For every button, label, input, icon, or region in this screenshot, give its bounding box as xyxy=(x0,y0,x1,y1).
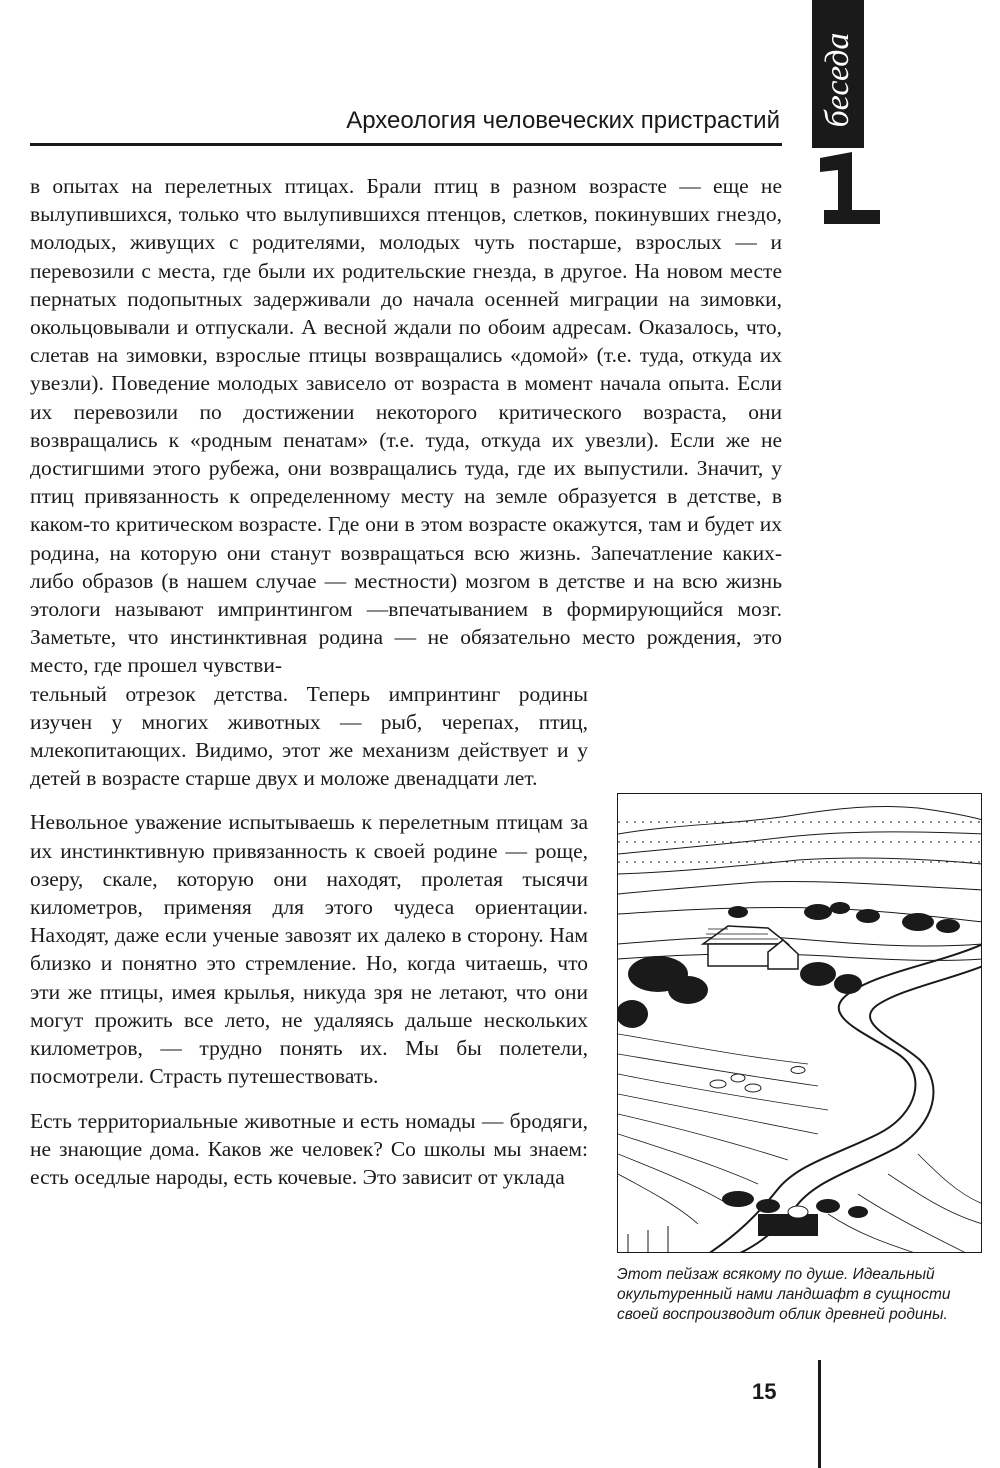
page-number: 15 xyxy=(752,1379,777,1404)
paragraph-1-narrow: тельный отрезок детства. Теперь импринтинг родины изучен у многих животных — рыб, черепах, птиц, млекопитающих. Видимо, этот же механизм действует и у детей в возрасте старше двух и моложе двенадцати лет. xyxy=(30,681,588,791)
page-number-rule xyxy=(818,1360,821,1468)
header-rule xyxy=(30,143,782,146)
paragraph-1-wide: в опытах на перелетных птицах. Брали птиц в разном возрасте — еще не вылупившихся, только что вылупившихся птенцов, слетков, покинувших гнездо, молодых, живущих с родителями, молодых чуть постарше, взрослых — и перевозили с места, где были их родительские гнезда, в другое. На новом месте пернатых подопытных задерживали до начала осенней миграции на зимовки, окольцовывали и отпускали. А весной ждали по обоим адресам. Оказалось, что, слетав на зимовки, взрослые птицы возвращались «домой» (т.е. туда, откуда их увезли). Поведение молодых зависело от возраста в момент начала опыта. Если их перевозили по достижении некоторого критического возраста, они возвращались к «родным пенатам» (т.е. туда, откуда их увезли). Если же не достигшими этого рубежа, они возвращались туда, где их выпустили. Значит, у птиц привязанность к определенному месту на земле образуется в детстве, в каком-то критическом возрасте. Где они в этом возрасте окажутся, там и будет их родина, на которую они станут возвращаться всю жизнь. Запечатление каких-либо образов (в нашем случае — местности) мозгом в детстве и на всю жизнь этологи называют импринтингом —впечатыванием в формирующийся мозг. Заметьте, что инстинктивная родина — не обязательно место рождения, это место, где прошел чувстви- xyxy=(30,174,782,678)
chapter-tab xyxy=(812,0,864,148)
chapter-tab-label: беседа xyxy=(819,32,856,128)
landscape-illustration xyxy=(617,793,982,1253)
landscape-drawing xyxy=(618,794,982,1253)
running-header-title: Археология человеческих пристрастий xyxy=(346,107,780,134)
chapter-number-glyph xyxy=(812,148,892,228)
illustration-caption: Этот пейзаж всякому по душе. Идеальный окультуренный нами ландшафт в сущности своей воспроизводит облик древней родины. xyxy=(617,1266,951,1323)
paragraph-2: Невольное уважение испытываешь к перелетным птицам за их инстинктивную привязанность к своей родине — роще, озеру, скале, которую они находят, пролетая тысячи километров, применяя для этого чудеса ориентации. Находят, даже если ученые завозят их далеко в сторону. Нам близко и понятно это стремление. Но, когда читаешь, что эти же птицы, имея крылья, никуда зря не летают, что они могут прожить все лето, не удаляясь дальше нескольких километров, — трудно понять их. Мы бы полетели, посмотрели. Страсть путешествовать. xyxy=(30,810,588,1089)
paragraph-3: Есть территориальные животные и есть номады — бродяги, не знающие дома. Каков же человек? Со школы мы знаем: есть оседлые народы, есть кочевые. Это зависит от уклада xyxy=(30,1108,588,1189)
